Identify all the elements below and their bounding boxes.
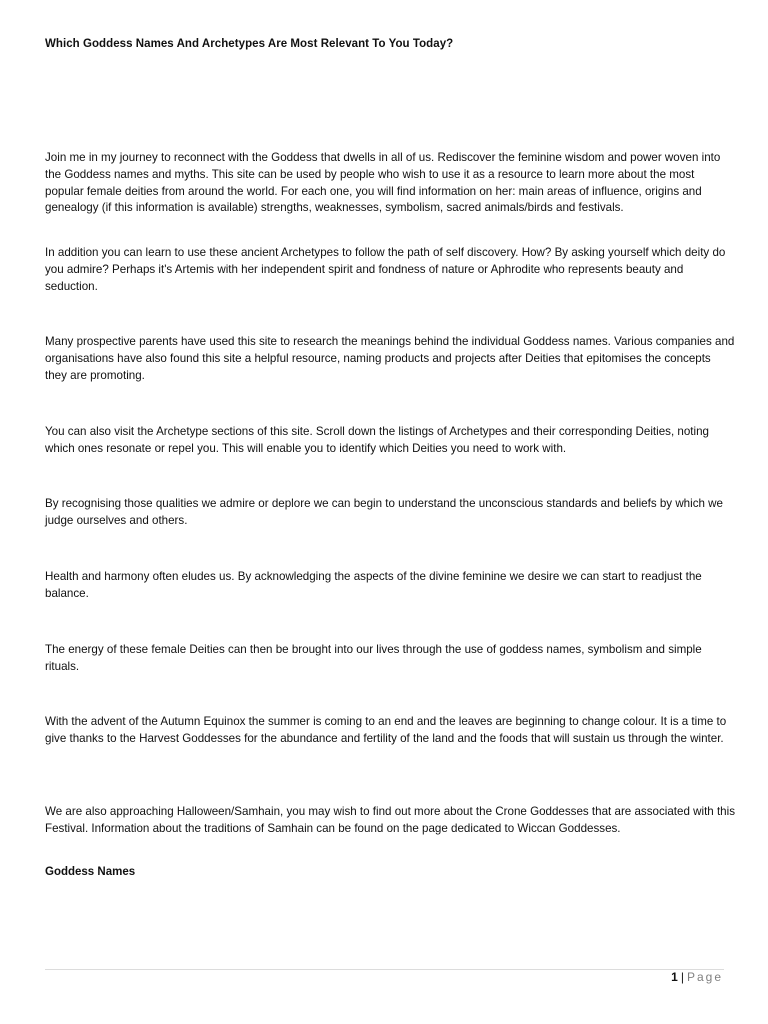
paragraph-archetypes: In addition you can learn to use these ancient Archetypes to follow the path of self discovery. How? By asking yourself which deity do you admire? Perhaps it's Artemis with her independent spirit and fondness of nature or Aphrodite who represents beauty and seduction. xyxy=(45,246,726,293)
paragraph-autumn: With the advent of the Autumn Equinox the summer is coming to an end and the leaves are beginning to change colour. It is a time to give thanks to the Harvest Goddesses for the abundance and fertility of the land and the foods that will sustain us through the winter. xyxy=(45,715,727,745)
paragraph-qualities: By recognising those qualities we admire or deplore we can begin to understand the unconscious standards and beliefs by which we judge ourselves and others. xyxy=(45,497,723,527)
paragraph-intro: Join me in my journey to reconnect with the Goddess that dwells in all of us. Rediscover the feminine wisdom and power woven into the Goddess names and myths. This site can be used by people who wish to use it as a resource to learn more about the most popular female deities from around the world. For each one, you will find information on her: main areas of influence, origins and genealogy (if this information is available) strengths, weaknesses, symbolism, sacred animals/birds and festivals. xyxy=(45,151,721,215)
paragraph-health: Health and harmony often eludes us. By acknowledging the aspects of the divine feminine we desire we can start to readjust the balance. xyxy=(45,570,702,600)
paragraph-parents: Many prospective parents have used this site to research the meanings behind the individual Goddess names. Various companies and organisations have also found this site a helpful resource, naming products and projects after Deities that epitomises the concepts they are promoting. xyxy=(45,335,735,382)
paragraph-archetype-sections: You can also visit the Archetype sections of this site. Scroll down the listings of Archetypes and their corresponding Deities, noting which ones resonate or repel you. This will enable you to identify which Deities you need to work with. xyxy=(45,425,710,455)
paragraph-energy: The energy of these female Deities can then be brought into our lives through the use of goddess names, symbolism and simple rituals. xyxy=(45,643,702,673)
page-number: 1 xyxy=(671,970,678,984)
page-footer xyxy=(671,970,723,984)
document-title: Which Goddess Names And Archetypes Are Most Relevant To You Today? xyxy=(45,38,454,50)
page-label: Page xyxy=(686,970,723,984)
section-heading: Goddess Names xyxy=(45,866,136,878)
paragraph-halloween: We are also approaching Halloween/Samhain, you may wish to find out more about the Crone Goddesses that are associated with this Festival. Information about the traditions of Samhain can be found on the page dedicated to Wiccan Goddesses. xyxy=(45,805,735,835)
footer-divider xyxy=(45,969,724,970)
footer-separator: | xyxy=(680,970,684,984)
